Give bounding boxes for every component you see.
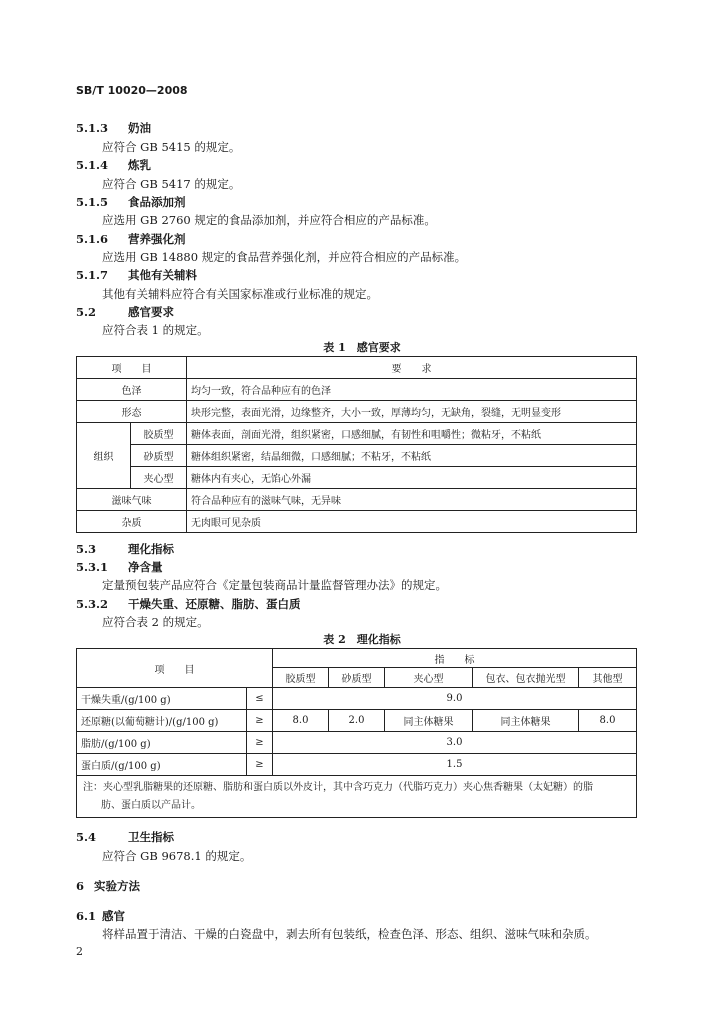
table2-col-other: 其他型 xyxy=(579,668,637,688)
table1-value-sand: 糖体组织紧密，结晶细微，口感细腻；不粘牙，不粘纸 xyxy=(187,445,637,467)
physicochemical-table xyxy=(76,648,637,818)
table2-value-moisture: 9.0 xyxy=(273,688,637,710)
section-heading-5-1-6: 5.1.6 营养强化剂 xyxy=(76,232,186,246)
table2-value-sugar-coated: 同主体糖果 xyxy=(473,710,579,732)
table1-label-color: 色泽 xyxy=(77,379,187,401)
table2-op-protein: ≥ xyxy=(247,754,273,776)
table1-value-taste: 符合品种应有的滋味气味，无异味 xyxy=(187,489,637,511)
section-text-5-2: 应符合表 1 的规定。 xyxy=(102,323,209,337)
section-text-5-1-3: 应符合 GB 5415 的规定。 xyxy=(102,140,241,154)
section-text-5-1-4: 应符合 GB 5417 的规定。 xyxy=(102,177,241,191)
table2-value-fat: 3.0 xyxy=(273,732,637,754)
table1-label-gel: 胶质型 xyxy=(131,423,187,445)
table1-value-color: 均匀一致，符合品种应有的色泽 xyxy=(187,379,637,401)
table2-col-filled: 夹心型 xyxy=(385,668,473,688)
table2-value-sugar-other: 8.0 xyxy=(579,710,637,732)
table2-value-sugar-gel: 8.0 xyxy=(273,710,329,732)
table1-value-impurity: 无肉眼可见杂质 xyxy=(187,511,637,533)
table2-op-fat: ≥ xyxy=(247,732,273,754)
section-heading-5-1-4: 5.1.4 炼乳 xyxy=(76,158,151,172)
section-heading-5-4: 5.4 卫生指标 xyxy=(76,830,174,844)
table2-op-moisture: ≤ xyxy=(247,688,273,710)
section-text-5-4: 应符合 GB 9678.1 的规定。 xyxy=(102,849,252,863)
table2-label-moisture: 干燥失重/(g/100 g) xyxy=(77,688,247,710)
section-text-5-1-5: 应选用 GB 2760 规定的食品添加剂，并应符合相应的产品标准。 xyxy=(102,213,436,227)
table1-label-impurity: 杂质 xyxy=(77,511,187,533)
table2-col-coated: 包衣、包衣抛光型 xyxy=(473,668,579,688)
table1-label-sand: 砂质型 xyxy=(131,445,187,467)
section-heading-6: 6 实验方法 xyxy=(76,879,140,893)
table2-col-gel: 胶质型 xyxy=(273,668,329,688)
section-heading-5-1-3: 5.1.3 奶油 xyxy=(76,121,151,135)
section-text-5-1-6: 应选用 GB 14880 规定的食品营养强化剂，并应符合相应的产品标准。 xyxy=(102,250,467,264)
table2-col-sand: 砂质型 xyxy=(329,668,385,688)
table2-header-index: 指 标 xyxy=(273,649,637,668)
page-number: 2 xyxy=(76,945,83,958)
table1-value-shape: 块形完整，表面光滑，边缘整齐，大小一致，厚薄均匀，无缺角，裂缝，无明显变形 xyxy=(187,401,637,423)
section-heading-5-2: 5.2 感官要求 xyxy=(76,305,174,319)
section-text-6-1: 将样品置于清洁、干燥的白瓷盘中，剥去所有包装纸，检查色泽、形态、组织、滋味气味和杂质。 xyxy=(102,927,597,941)
sensory-table xyxy=(76,356,637,533)
table1-label-taste: 滋味气味 xyxy=(77,489,187,511)
standard-number: SB/T 10020—2008 xyxy=(76,84,188,97)
section-heading-5-3-1: 5.3.1 净含量 xyxy=(76,560,163,574)
table1-header-requirement: 要 求 xyxy=(187,357,637,379)
table2-label-sugar: 还原糖(以葡萄糖计)/(g/100 g) xyxy=(77,710,247,732)
table1-label-shape: 形态 xyxy=(77,401,187,423)
table1-label-filled: 夹心型 xyxy=(131,467,187,489)
section-text-5-1-7: 其他有关辅料应符合有关国家标准或行业标准的规定。 xyxy=(102,287,378,301)
table2-value-sugar-filled: 同主体糖果 xyxy=(385,710,473,732)
table2-header-item: 项 目 xyxy=(77,649,273,688)
section-text-5-3-1: 定量预包装产品应符合《定量包装商品计量监督管理办法》的规定。 xyxy=(102,578,447,592)
section-heading-5-1-7: 5.1.7 其他有关辅料 xyxy=(76,268,197,282)
table2-op-sugar: ≥ xyxy=(247,710,273,732)
table2-value-sugar-sand: 2.0 xyxy=(329,710,385,732)
section-heading-5-1-5: 5.1.5 食品添加剂 xyxy=(76,195,186,209)
table2-note-line2: 肪、蛋白质以产品计。 xyxy=(101,799,201,811)
table2-note xyxy=(77,776,637,818)
table2-note-line1: 注：夹心型乳脂糖果的还原糖、脂肪和蛋白质以外皮计，其中含巧克力（代脂巧克力）夹心焦香糖果（太妃糖）的脂 xyxy=(83,781,593,793)
table1-caption: 表 1 感官要求 xyxy=(323,341,401,354)
table2-label-fat: 脂肪/(g/100 g) xyxy=(77,732,247,754)
section-heading-5-3: 5.3 理化指标 xyxy=(76,542,174,556)
table2-label-protein: 蛋白质/(g/100 g) xyxy=(77,754,247,776)
table2-value-protein: 1.5 xyxy=(273,754,637,776)
table1-label-tissue: 组织 xyxy=(77,423,131,489)
table1-header-item: 项 目 xyxy=(77,357,187,379)
section-heading-5-3-2: 5.3.2 干燥失重、还原糖、脂肪、蛋白质 xyxy=(76,597,301,611)
table1-value-gel: 糖体表面，剖面光滑，组织紧密，口感细腻，有韧性和咀嚼性；微粘牙，不粘纸 xyxy=(187,423,637,445)
table1-value-filled: 糖体内有夹心，无馅心外漏 xyxy=(187,467,637,489)
section-heading-6-1: 6.1 感官 xyxy=(76,909,125,923)
table2-caption: 表 2 理化指标 xyxy=(323,633,401,646)
section-text-5-3-2: 应符合表 2 的规定。 xyxy=(102,615,209,629)
